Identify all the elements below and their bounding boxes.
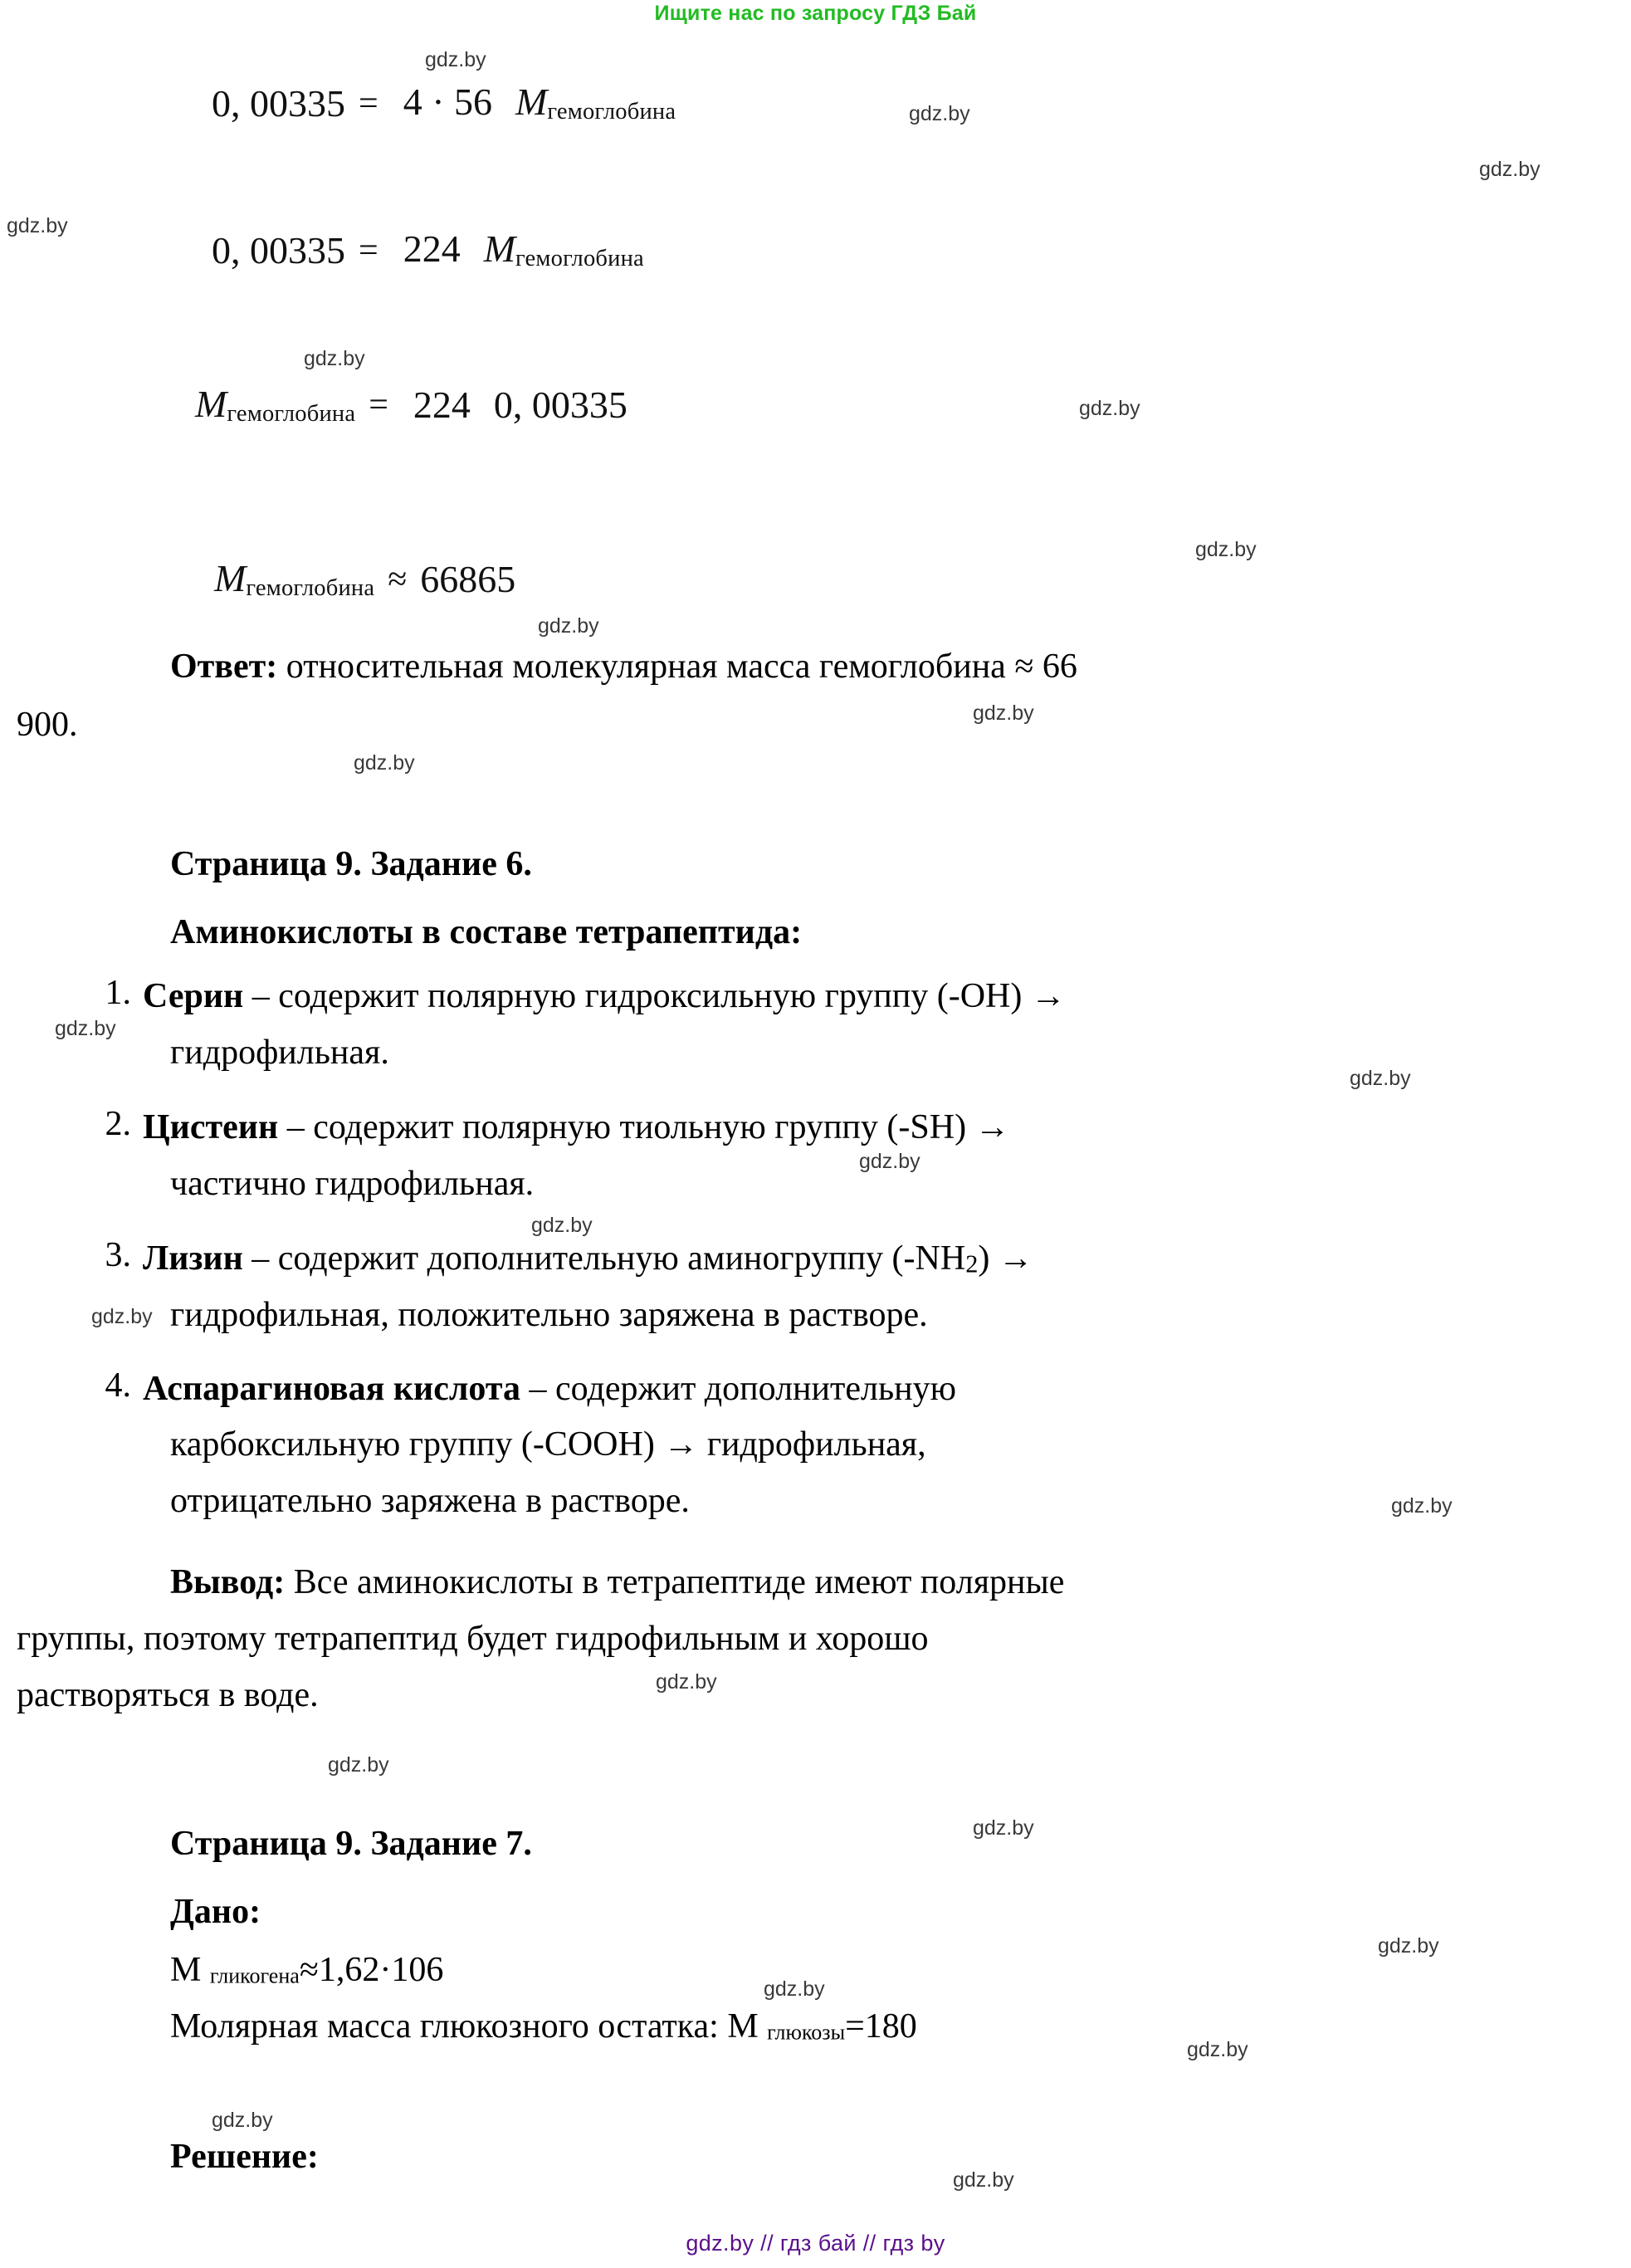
- answer-continuation: 900.: [17, 706, 78, 744]
- conclusion-text: Все аминокислоты в тетрапептиде имеют полярные: [285, 1563, 1065, 1601]
- conclusion-line-2: группы, поэтому тетрапептид будет гидрофильным и хорошо: [17, 1620, 929, 1658]
- task6-subheading: Аминокислоты в составе тетрапептида:: [170, 913, 803, 951]
- conclusion-line-1: [170, 1559, 1527, 1606]
- watermark: gdz.by: [7, 214, 68, 237]
- amino-acid-desc: – содержит полярную гидроксильную группу (-ОН) →: [243, 977, 1066, 1015]
- equation-1: [212, 81, 687, 125]
- watermark: gdz.by: [764, 1977, 825, 2001]
- watermark: gdz.by: [425, 48, 486, 71]
- list-item-marker: 3.: [105, 1236, 131, 1274]
- watermark: gdz.by: [91, 1305, 153, 1328]
- list-item-continuation: гидрофильная, положительно заряжена в растворе.: [170, 1296, 928, 1334]
- given-prefix: Молярная масса глюкозного остатка: M: [170, 2007, 768, 2046]
- equation-4-operator: ≈: [388, 560, 408, 599]
- list-item-body: [143, 973, 1527, 1019]
- equation-2: [212, 228, 656, 272]
- answer-text: относительная молекулярная масса гемоглобина ≈ 66: [286, 648, 1077, 686]
- equation-1-numerator: 4 · 56: [403, 81, 493, 124]
- footer-links: gdz.by // гдз бай // гдз by: [686, 2231, 945, 2256]
- given-value: =180: [845, 2007, 917, 2046]
- list-item-marker: 2.: [105, 1105, 131, 1143]
- equation-1-operator: =: [359, 84, 378, 123]
- given-value: ≈1,62·106: [299, 1951, 444, 1989]
- lhs-symbol: M: [195, 383, 227, 425]
- denominator-subscript: гемоглобина: [515, 246, 644, 272]
- given-subscript: гликогена: [209, 1963, 300, 1988]
- task7-given-label: Дано:: [170, 1893, 261, 1931]
- equation-1-lhs: 0, 00335: [212, 82, 345, 125]
- amino-acid-name: Лизин: [143, 1239, 243, 1278]
- given-symbol: M: [170, 1951, 210, 1989]
- list-item: [91, 973, 1527, 1019]
- list-item-body: [143, 1104, 1527, 1151]
- list-item-continuation: гидрофильная.: [170, 1034, 389, 1072]
- watermark: gdz.by: [656, 1670, 717, 1694]
- amino-acid-desc: – содержит дополнительную аминогруппу (-NH: [242, 1239, 966, 1278]
- amino-acid-desc-tail: ) →: [978, 1239, 1033, 1278]
- equation-3-denominator: 0, 00335: [493, 383, 627, 426]
- amino-acid-desc: – содержит полярную тиольную группу (-SH) →: [278, 1108, 1010, 1146]
- equation-2-denominator: [472, 226, 656, 270]
- equation-2-numerator: 224: [403, 227, 461, 271]
- amino-acid-name: Аспарагиновая кислота: [143, 1370, 521, 1408]
- watermark: gdz.by: [212, 2109, 273, 2132]
- watermark: gdz.by: [328, 1753, 389, 1777]
- equation-2-fraction: [392, 228, 656, 272]
- list-item-continuation: частично гидрофильная.: [170, 1165, 535, 1203]
- task6-heading: Страница 9. Задание 6.: [170, 845, 532, 883]
- equation-3-numerator: 224: [413, 383, 471, 426]
- equation-3-fraction: [402, 384, 639, 426]
- lhs-subscript: гемоглобина: [227, 401, 356, 428]
- list-item-marker: 4.: [105, 1366, 131, 1405]
- denominator-symbol: M: [515, 81, 548, 124]
- conclusion-label: Вывод:: [170, 1563, 286, 1601]
- watermark: gdz.by: [953, 2168, 1014, 2192]
- denominator-symbol: M: [483, 227, 516, 271]
- list-item-body: [143, 1235, 1527, 1282]
- equation-3-operator: =: [369, 385, 388, 424]
- task7-solution-label: Решение:: [170, 2138, 319, 2176]
- formula-subscript: 2: [965, 1249, 979, 1278]
- equation-4: [214, 556, 515, 602]
- answer-line: [170, 643, 1523, 690]
- equation-1-denominator: [504, 79, 687, 123]
- amino-acid-name: Серин: [143, 977, 244, 1015]
- watermark: gdz.by: [1079, 397, 1140, 420]
- task7-given-line-1: [170, 1947, 443, 1993]
- watermark: gdz.by: [538, 614, 599, 638]
- list-item-marker: 1.: [105, 974, 131, 1012]
- task7-given-line-2: [170, 2003, 917, 2050]
- list-item-body: [143, 1366, 1527, 1412]
- list-item: [91, 1366, 1527, 1412]
- equation-2-operator: =: [359, 231, 378, 270]
- watermark: gdz.by: [531, 1214, 593, 1237]
- lhs-subscript: гемоглобина: [246, 575, 375, 602]
- watermark: gdz.by: [55, 1017, 116, 1040]
- equation-1-fraction: [392, 81, 688, 125]
- watermark: gdz.by: [1479, 158, 1541, 181]
- equation-2-lhs: 0, 00335: [212, 229, 345, 271]
- watermark: gdz.by: [973, 701, 1034, 725]
- amino-acid-name: Цистеин: [143, 1108, 279, 1146]
- equation-3-lhs: [195, 382, 355, 428]
- watermark: gdz.by: [1187, 2038, 1248, 2061]
- watermark: gdz.by: [909, 102, 970, 125]
- list-item: [91, 1104, 1527, 1151]
- equation-3: [195, 382, 639, 428]
- list-item-continuation: отрицательно заряжена в растворе.: [170, 1482, 690, 1520]
- watermark: gdz.by: [1391, 1494, 1453, 1518]
- watermark: gdz.by: [859, 1150, 920, 1173]
- equation-4-value: 66865: [420, 558, 516, 601]
- list-item: [91, 1235, 1527, 1282]
- watermark: gdz.by: [1350, 1067, 1411, 1090]
- list-item-continuation: карбоксильную группу (-СООН) → гидрофильная,: [170, 1425, 926, 1464]
- task7-heading: Страница 9. Задание 7.: [170, 1825, 532, 1863]
- promo-banner: Ищите нас по запросу ГДЗ Бай: [654, 2, 977, 25]
- given-subscript: глюкозы: [767, 2020, 846, 2045]
- amino-acid-desc: – содержит дополнительную: [520, 1370, 956, 1408]
- watermark: gdz.by: [354, 751, 415, 775]
- watermark: gdz.by: [973, 1816, 1034, 1840]
- watermark: gdz.by: [1195, 538, 1257, 561]
- lhs-symbol: M: [214, 557, 247, 599]
- equation-4-lhs: [214, 556, 374, 602]
- conclusion-line-3: растворяться в воде.: [17, 1676, 319, 1714]
- watermark: gdz.by: [1378, 1934, 1439, 1958]
- watermark: gdz.by: [304, 347, 365, 370]
- denominator-subscript: гемоглобина: [547, 99, 676, 125]
- answer-label: Ответ:: [170, 648, 278, 686]
